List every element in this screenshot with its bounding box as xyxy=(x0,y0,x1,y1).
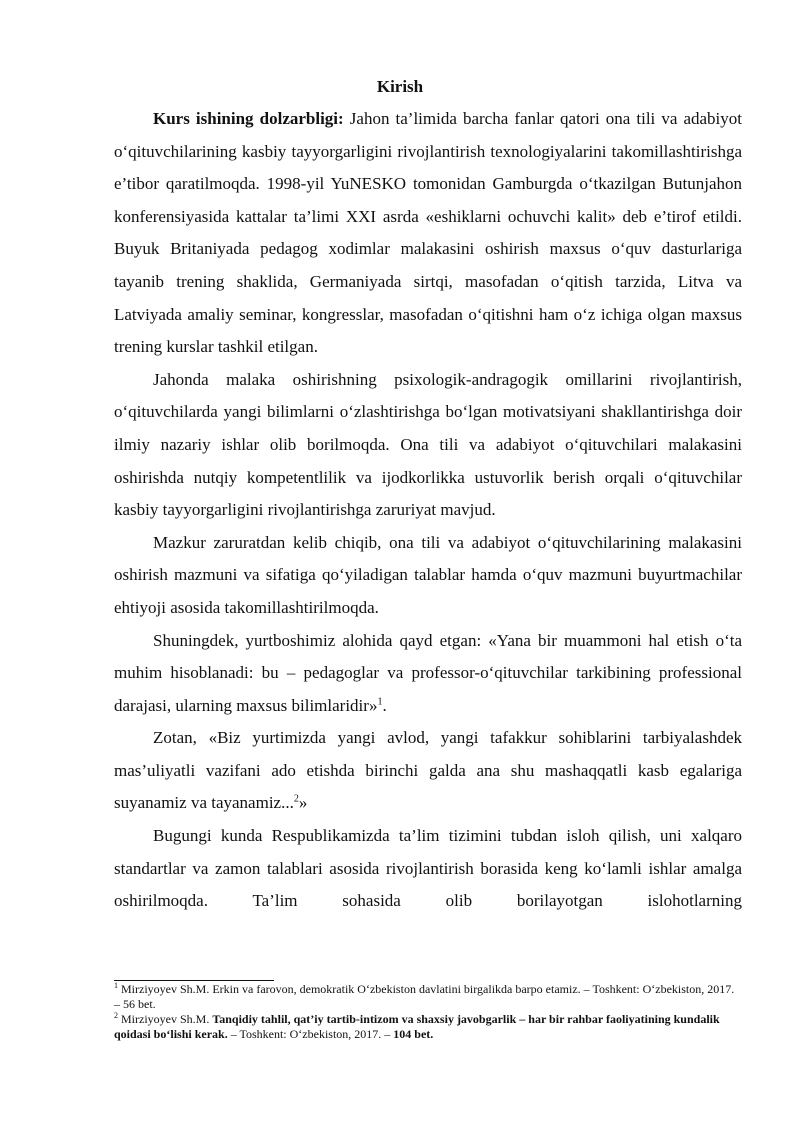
paragraph-text: Shuningdek, yurtboshimiz alohida qayd etgan: «Yana bir muammoni hal etish o‘ta muhim hisoblanadi: bu – pedagoglar va professor-o‘qituvchilar tarkibining professional darajasi, ularning maxsus bilimlaridir» xyxy=(114,630,742,715)
footnote-number: 1 xyxy=(114,981,118,990)
paragraph-5 xyxy=(114,722,742,820)
footnote-title: Tanqidiy tahlil, qat’iy tartib-intizom va shaxsiy javobgarlik – har bir rahbar faoliyatining kundalik qoidasi bo‘lishi kerak. xyxy=(114,1012,720,1041)
paragraph-6 xyxy=(114,820,742,918)
paragraph-text: Zotan, «Biz yurtimizda yangi avlod, yangi tafakkur sohiblarini tarbiyalashdek mas’uliyatli vazifani ado etishda birinchi galda ana shu mashaqqatli kasb egalariga suyanamiz va tayanamiz... xyxy=(114,728,742,813)
footnote-ref-2[interactable]: 2 xyxy=(293,793,299,805)
footnote-2 xyxy=(114,1012,742,1042)
section-title: Kirish xyxy=(376,77,424,96)
paragraph-tail: » xyxy=(298,793,308,813)
footnote-number: 2 xyxy=(114,1011,118,1020)
footnote-1 xyxy=(114,982,742,1012)
paragraph-text: Jahon ta’limida barcha fanlar qatori ona tili va adabiyot o‘qituvchilarining kasbiy tayyorgarligini rivojlantirish texnologiyalarini takomillashtirishga e’tibor qaratilmoqda. 1998-yil YuNESKO tomonidan Gamburgda o‘tkazilgan Butunjahon konferensiyasida kattalar ta’limi XXI asrda «eshiklarni ochuvchi kalit» deb e’tirof etildi. Buyuk Britaniyada pedagog xodimlar malakasini oshirish maxsus o‘quv dasturlariga tayanib trening shaklida, Germaniyada sirtqi, masofadan o‘qitish tarzida, Litva va Latviyada amaliy seminar, kongresslar, masofadan o‘qitishni ham o‘z ichiga olgan maxsus trening kurslar tashkil etilgan. xyxy=(114,109,743,357)
paragraph-4 xyxy=(114,625,742,723)
paragraph-3 xyxy=(114,527,742,625)
paragraph-relevance xyxy=(114,103,742,364)
paragraph-2 xyxy=(114,364,742,527)
paragraph-tail: . xyxy=(382,695,387,715)
paragraph-text: Bugungi kunda Respublikamizda ta’lim tizimini tubdan isloh qilish, uni xalqaro standartlar va zamon talablari asosida rivojlantirish borasida keng ko‘lamli ishlar amalga oshirilmoqda. Ta’lim sohasida olib borilayotgan islohotlarning xyxy=(114,826,742,911)
footnote-separator xyxy=(114,980,274,981)
body-text xyxy=(114,103,742,918)
footnote-pages: 104 bet. xyxy=(393,1027,434,1041)
footnote-text: Mirziyoyev Sh.M. xyxy=(118,1012,213,1026)
paragraph-lead: Kurs ishining dolzarbligi: xyxy=(153,109,344,128)
footnotes xyxy=(114,982,742,1042)
footnote-text: Mirziyoyev Sh.M. Erkin va farovon, demokratik O‘zbekiston davlatini birgalikda barpo etamiz. – Toshkent: O‘zbekiston, 2017. – 56 bet. xyxy=(114,982,735,1011)
paragraph-text: Jahonda malaka oshirishning psixologik-andragogik omillarini rivojlantirish, o‘qituvchilarda yangi bilimlarni o‘zlashtirishga bo‘lgan motivatsiyani shakllantirishga doir ilmiy nazariy ishlar olib borilmoqda. Ona tili va adabiyot o‘qituvchilari malakasini oshirishda nutqiy kompetentlilik va ijodkorlikka ustuvorlik berish orqali o‘qituvchilar kasbiy tayyorgarligini rivojlantirishga zaruriyat mavjud. xyxy=(114,369,742,520)
footnote-text: – Toshkent: O‘zbekiston, 2017. – xyxy=(227,1027,394,1041)
paragraph-text: Mazkur zaruratdan kelib chiqib, ona tili va adabiyot o‘qituvchilarining malakasini oshirish mazmuni va sifatiga qo‘yiladigan talablar hamda o‘quv mazmuni buyurtmachilar ehtiyoji asosida takomillashtirilmoqda. xyxy=(114,532,742,617)
footnote-ref-1[interactable]: 1 xyxy=(377,696,383,708)
